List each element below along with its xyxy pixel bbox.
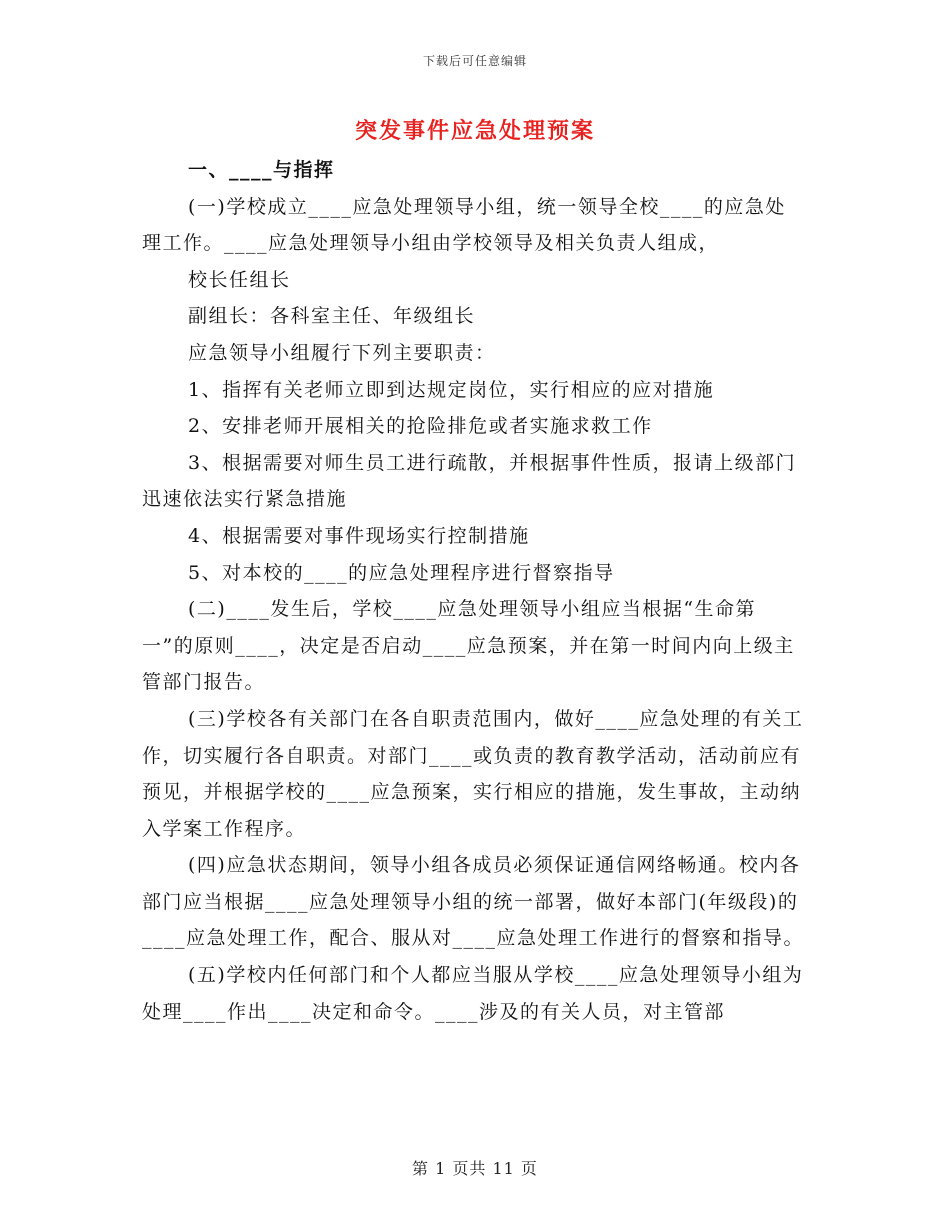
paragraph-4: 应急领导小组履行下列主要职责：	[188, 341, 496, 364]
list-item-3: 3、根据需要对师生员工进行疏散，并根据事件性质，报请上级部门迅速依法实行紧急措施	[142, 451, 797, 511]
paragraph-1: (一)学校成立____应急处理领导小组，统一领导全校____的应急处理工作。____应急处理领导小组由学校领导及相关负责人组成，	[142, 195, 786, 255]
list-item-5: 5、对本校的____的应急处理程序进行督察指导	[188, 561, 615, 584]
list-item-2: 2、安排老师开展相关的抢险排危或者实施求救工作	[188, 415, 653, 438]
document-body	[142, 152, 806, 1030]
paragraph-section-5: (五)学校内任何部门和个人都应当服从学校____应急处理领导小组为处理____作出____决定和命令。____涉及的有关人员，对主管部	[142, 964, 804, 1023]
header-note: 下载后可任意编辑	[422, 54, 527, 68]
list-item-4: 4、根据需要对事件现场实行控制措施	[188, 524, 530, 547]
paragraph-section-3: (三)学校各有关部门在各自职责范围内，做好____应急处理的有关工作，切实履行各自职责。对部门____或负责的教育教学活动，活动前应有预见，并根据学校的____应急预案，实行相应的措施，发生事故，主动纳入学案工作程序。	[142, 707, 804, 840]
paragraph-3: 副组长：各科室主任、年级组长	[188, 305, 476, 328]
list-item-1: 1、指挥有关老师立即到达规定岗位，实行相应的应对措施	[188, 378, 715, 401]
paragraph-section-4: (四)应急状态期间，领导小组各成员必须保证通信网络畅通。校内各部门应当根据____应急处理领导小组的统一部署，做好本部门(年级段)的____应急处理工作，配合、服从对____应急处理工作进行的督察和指导。	[142, 854, 805, 950]
paragraph-2: 校长任组长	[188, 268, 291, 291]
section-heading: 一、____与指挥	[188, 159, 335, 181]
paragraph-section-2: (二)____发生后，学校____应急处理领导小组应当根据“生命第一”的原则____，决定是否启动____应急预案，并在第一时间内向上级主管部门报告。	[142, 598, 795, 694]
document-title: 突发事件应急处理预案	[354, 118, 595, 144]
page-number: 第 1 页共 11 页	[412, 1159, 538, 1178]
